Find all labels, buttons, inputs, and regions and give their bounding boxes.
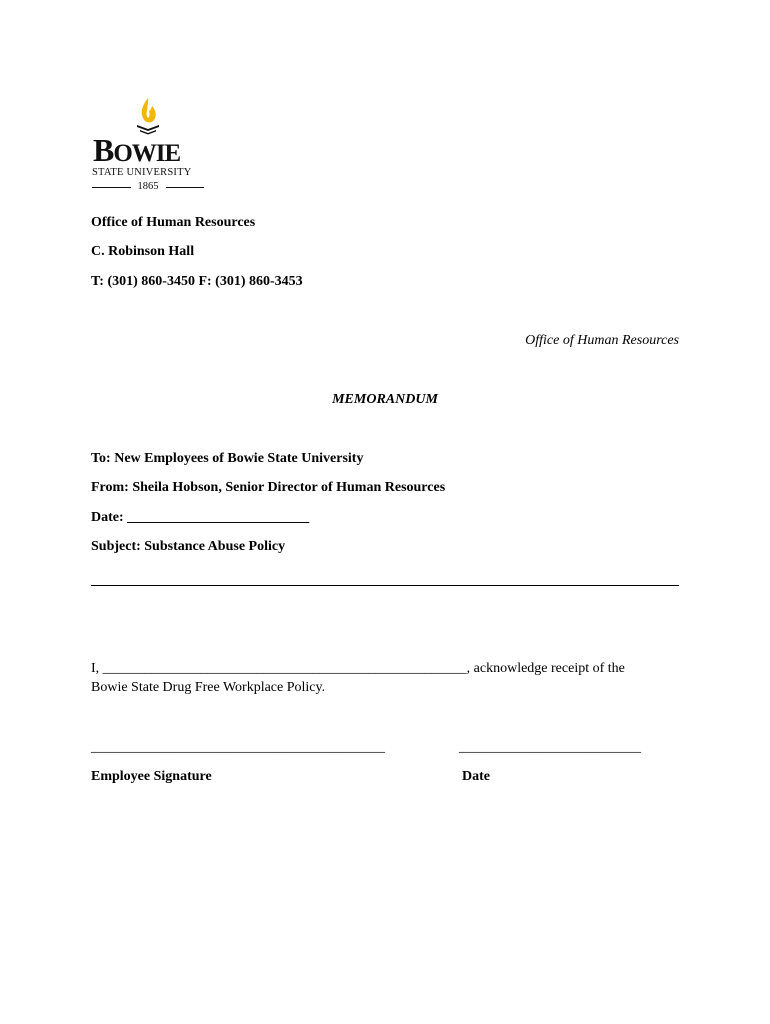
header-office: Office of Human Resources	[91, 215, 256, 230]
logo-rule-right	[166, 187, 205, 188]
acknowledgment-line-2: Bowie State Drug Free Workplace Policy.	[91, 680, 326, 695]
bowie-state-logo	[90, 96, 206, 194]
torch-flame-icon	[90, 96, 206, 136]
logo-year-row	[92, 181, 204, 193]
date-blank: __________________________	[459, 740, 641, 755]
memo-to: To: New Employees of Bowie State University	[91, 451, 364, 466]
section-divider	[91, 585, 679, 586]
date-label: Date	[462, 769, 490, 784]
employee-signature-label: Employee Signature	[91, 769, 212, 784]
signature-blank: __________________________________________	[91, 740, 385, 755]
header-phone-fax: T: (301) 860-3450 F: (301) 860-3453	[91, 274, 303, 289]
memo-from: From: Sheila Hobson, Senior Director of Human Resources	[91, 480, 446, 495]
logo-rule-left	[92, 187, 131, 188]
logo-subtitle: STATE UNIVERSITY	[92, 167, 192, 178]
logo-wordmark: BOWIE	[93, 132, 181, 168]
memo-title: MEMORANDUM	[332, 392, 438, 407]
header-building: C. Robinson Hall	[91, 244, 195, 259]
memo-date: Date: __________________________	[91, 510, 310, 525]
acknowledgment-line-1: I, ____________________________________________________, acknowledge receipt of the	[91, 661, 625, 676]
memo-subject: Subject: Substance Abuse Policy	[91, 539, 286, 554]
office-right-label: Office of Human Resources	[525, 333, 679, 348]
logo-year: 1865	[137, 180, 159, 192]
